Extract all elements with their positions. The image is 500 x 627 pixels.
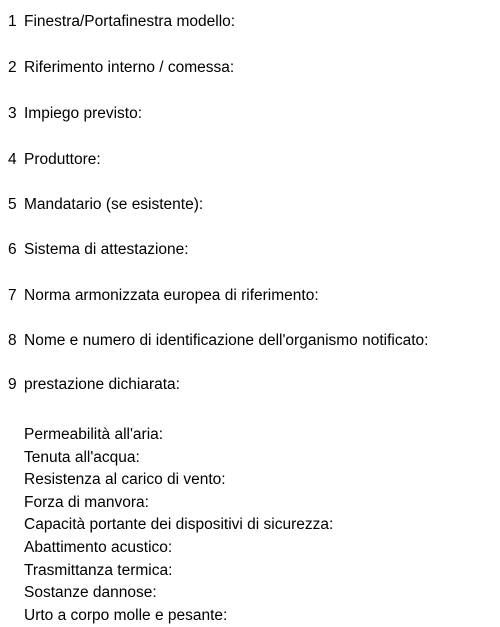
field-label: Finestra/Portafinestra modello: <box>24 13 236 30</box>
field-row-7 <box>8 287 319 305</box>
field-number: 9 <box>8 376 17 393</box>
field-number: 7 <box>8 287 17 304</box>
field-row-4 <box>8 151 101 169</box>
field-number: 4 <box>8 151 17 168</box>
performance-item: Permeabilità all'aria: <box>24 426 164 443</box>
field-number: 8 <box>8 332 17 349</box>
field-label: Impiego previsto: <box>24 105 143 122</box>
performance-item: Abattimento acustico: <box>24 538 173 556</box>
performance-list <box>24 424 333 627</box>
field-number: 5 <box>8 196 17 213</box>
performance-item: Resistenza al carico di vento: <box>24 471 226 489</box>
field-label: prestazione dichiarata: <box>24 376 180 393</box>
field-row-2 <box>8 59 234 77</box>
field-label: Norma armonizzata europea di riferimento: <box>24 287 319 304</box>
performance-item: Capacità portante dei dispositivi di sicurezza: <box>24 516 334 534</box>
field-label: Produttore: <box>24 151 101 168</box>
field-number: 3 <box>8 105 17 122</box>
field-row-1 <box>8 13 235 31</box>
field-label: Nome e numero di identificazione dell'organismo notificato: <box>24 332 429 349</box>
performance-item: Trasmittanza termica: <box>24 561 173 579</box>
field-row-8 <box>8 332 428 350</box>
performance-item: Urto a corpo molle e pesante: <box>24 606 228 624</box>
field-number: 2 <box>8 59 17 76</box>
field-row-9 <box>8 376 180 394</box>
field-label: Sistema di attestazione: <box>24 241 189 258</box>
field-label: Mandatario (se esistente): <box>24 196 204 213</box>
field-row-5 <box>8 196 203 214</box>
performance-item: Tenuta all'acqua: <box>24 448 140 466</box>
performance-item: Sostanze dannose: <box>24 584 157 602</box>
performance-item: Forza di manvora: <box>24 493 149 511</box>
field-label: Riferimento interno / comessa: <box>24 59 235 76</box>
field-number: 6 <box>8 241 17 258</box>
field-number: 1 <box>8 13 17 30</box>
field-row-6 <box>8 241 189 259</box>
field-row-3 <box>8 105 142 123</box>
